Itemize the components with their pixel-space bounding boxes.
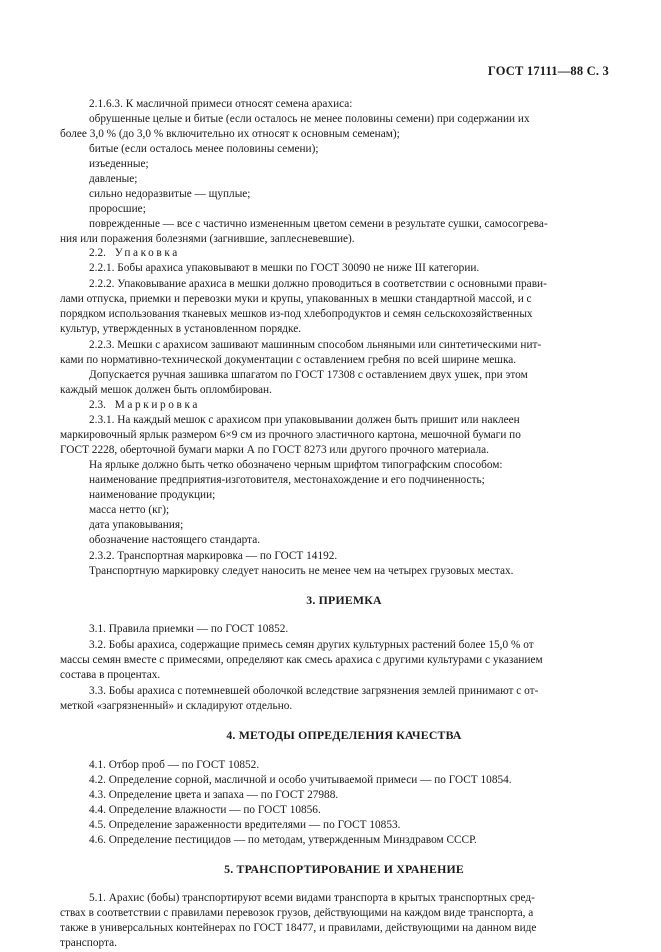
paragraph-line: 2.2.1. Бобы арахиса упаковывают в мешки по ГОСТ 30090 не ниже III категории. <box>89 262 480 274</box>
subsection-number: 2.2. <box>89 247 106 259</box>
subsection-title-2-3 <box>89 398 200 414</box>
subsection-label: Маркировка <box>114 399 200 411</box>
paragraph-line: поврежденные — все с частично измененным цветом семени в результате сушки, самосогрева- <box>89 218 548 230</box>
paragraph-line: 4.1. Отбор проб — по ГОСТ 10852. <box>89 759 260 771</box>
paragraph-line: обозначение настоящего стандарта. <box>89 534 261 546</box>
paragraph-line: ГОСТ 2228, оберточной бумаги марки А по ГОСТ 8273 или другого прочного материала. <box>60 444 489 456</box>
paragraph-line: более 3,0 % (до 3,0 % включительно их относят к основным семенам); <box>60 128 400 140</box>
subsection-label: Упаковка <box>114 247 180 259</box>
paragraph-line: 2.3.2. Транспортная маркировка — по ГОСТ 14192. <box>89 550 338 562</box>
paragraph-line: каждый мешок должен быть опломбирован. <box>60 384 272 396</box>
paragraph-line: изъеденные; <box>89 158 149 170</box>
page-header: ГОСТ 17111—88 С. 3 <box>487 64 609 78</box>
paragraph-line: Допускается ручная зашивка шпагатом по ГОСТ 17308 с оставлением двух ушек, при этом <box>89 369 528 381</box>
subsection-title-2-2 <box>89 246 180 262</box>
paragraph-line: 4.5. Определение зараженности вредителями — по ГОСТ 10853. <box>89 819 401 831</box>
paragraph-line: 5.1. Арахис (бобы) транспортируют всеми видами транспорта в крытых транспортных сред- <box>89 892 535 904</box>
section-title-3: 3. ПРИЕМКА <box>306 593 382 607</box>
paragraph-line: наименование предприятия-изготовителя, местонахождение и его подчиненность; <box>89 474 485 486</box>
paragraph-line: также в универсальных контейнерах по ГОСТ 18477, и правилами, действующими на данном виде <box>60 922 537 934</box>
paragraph-line: наименование продукции; <box>89 489 216 501</box>
paragraph-line: сильно недоразвитые — щуплые; <box>89 188 251 200</box>
paragraph-line: 4.6. Определение пестицидов — по методам, утвержденным Минздравом СССР. <box>89 834 477 846</box>
paragraph-line: ками по нормативно-технической документации с оставлением гребня по всей ширине мешка. <box>60 354 517 366</box>
paragraph-line: состава в процентах. <box>60 669 161 681</box>
paragraph-line: культур, утвержденных в установленном порядке. <box>60 323 302 335</box>
paragraph-line: обрушенные целые и битые (если осталось не менее половины семени) при содержании их <box>89 113 530 125</box>
paragraph-line: маркировочный ярлык размером 6×9 см из прочного эластичного картона, мешочной бумаги по <box>60 429 521 441</box>
paragraph-line: ствах в соответствии с правилами перевозок грузов, действующими на каждом виде транспорта, а <box>60 907 534 919</box>
paragraph-line: лами отпуска, приемки и перевозки муки и крупы, упакованных в мешки стандартной массой, и с <box>60 293 532 305</box>
paragraph-line: дата упаковывания; <box>89 519 184 531</box>
paragraph-line: 4.2. Определение сорной, масличной и особо учитываемой примеси — по ГОСТ 10854. <box>89 774 512 786</box>
paragraph-line: 2.2.3. Мешки с арахисом зашивают машинным способом льняными или синтетическими нит- <box>89 339 542 351</box>
paragraph-line: массы семян вместе с примесями, определяют как смесь арахиса с другими культурами с указанием <box>60 654 543 666</box>
paragraph-line: 3.2. Бобы арахиса, содержащие примесь семян других культурных растений более 15,0 % от <box>89 639 534 651</box>
paragraph-line: 2.1.6.3. К масличной примеси относят семена арахиса: <box>89 98 353 110</box>
paragraph-line: ния или поражения болезнями (загнившие, заплесневевшие). <box>60 233 355 245</box>
paragraph-line: проросшие; <box>89 203 146 215</box>
paragraph-line: меткой «загрязненный» и складируют отдельно. <box>60 700 293 712</box>
paragraph-line: порядком использования тканевых мешков из-под хлебопродуктов и семян сельскохозяйственных <box>60 308 533 320</box>
paragraph-line: транспорта. <box>60 937 117 949</box>
paragraph-line: 4.3. Определение цвета и запаха — по ГОСТ 27988. <box>89 789 339 801</box>
paragraph-line: масса нетто (кг); <box>89 504 170 516</box>
section-title-5: 5. ТРАНСПОРТИРОВАНИЕ И ХРАНЕНИЕ <box>224 862 464 876</box>
section-title-4: 4. МЕТОДЫ ОПРЕДЕЛЕНИЯ КАЧЕСТВА <box>226 728 462 742</box>
paragraph-line: 2.2.2. Упаковывание арахиса в мешки должно проводиться в соответствии с основными прави- <box>89 278 547 290</box>
paragraph-line: давленые; <box>89 173 138 185</box>
paragraph-line: Транспортную маркировку следует наносить не менее чем на четырех грузовых местах. <box>89 565 514 577</box>
paragraph-line: 3.3. Бобы арахиса с потемневшей оболочкой вследствие загрязнения землей принимают с от- <box>89 685 539 697</box>
paragraph-line: битые (если осталось менее половины семени); <box>89 143 319 155</box>
paragraph-line: На ярлыке должно быть четко обозначено черным шрифтом типографским способом: <box>89 459 503 471</box>
paragraph-line: 4.4. Определение влажности — по ГОСТ 10856. <box>89 804 321 816</box>
subsection-number: 2.3. <box>89 399 106 411</box>
paragraph-line: 3.1. Правила приемки — по ГОСТ 10852. <box>89 623 289 635</box>
paragraph-line: 2.3.1. На каждый мешок с арахисом при упаковывании должен быть пришит или наклеен <box>89 414 520 426</box>
